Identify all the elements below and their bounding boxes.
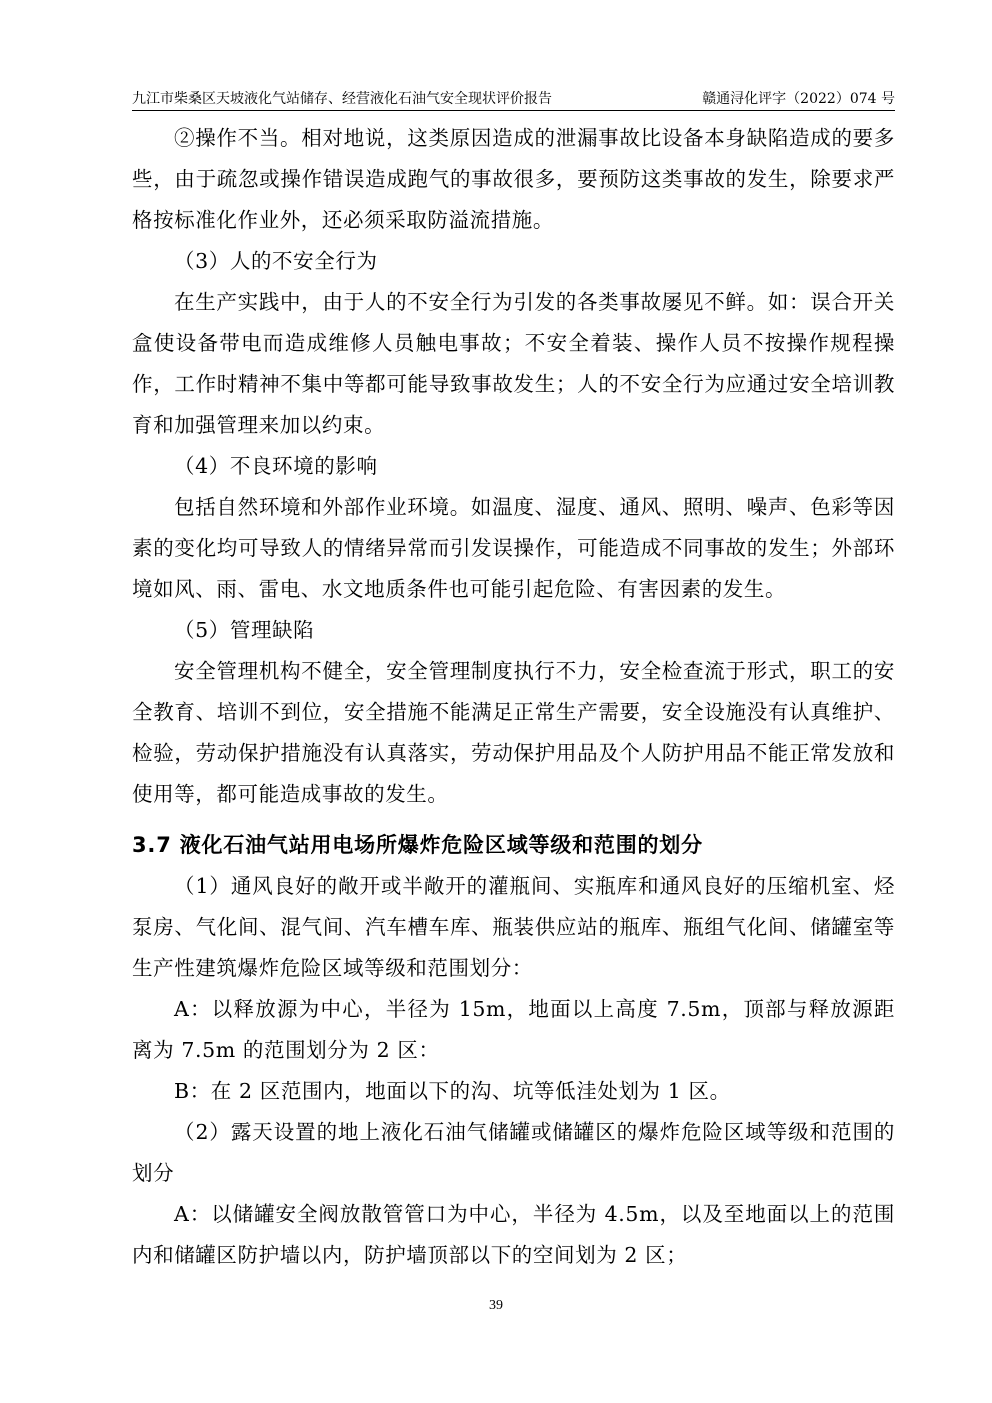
paragraph-unsafe-behavior: 在生产实践中，由于人的不安全行为引发的各类事故屡见不鲜。如：误合开关盒使设备带电而造成维修人员触电事故；不安全着装、操作人员不按操作规程操作，工作时精神不集中等都可能导致事故发生；人的不安全行为应通过安全培训教育和加强管理来加以约束。: [132, 290, 895, 437]
subheading-bad-environment: （4）不良环境的影响: [174, 454, 378, 478]
paragraph-tank-safety-valve: A：以储罐安全阀放散管管口为中心，半径为 4.5m，以及至地面以上的范围内和储罐区防护墙以内，防护墙顶部以下的空间划为 2 区；: [132, 1202, 895, 1267]
page-number: 39: [489, 1298, 503, 1313]
header-report-number: 赣通浔化评字（2022）074 号: [702, 91, 895, 107]
paragraph-zone-b-low-areas: B：在 2 区范围内，地面以下的沟、坑等低洼处划为 1 区。: [174, 1079, 731, 1103]
paragraph-management-defects: 安全管理机构不健全，安全管理制度执行不力，安全检查流于形式，职工的安全教育、培训不到位，安全措施不能满足正常生产需要，安全设施没有认真维护、检验，劳动保护措施没有认真落实，劳动保护用品及个人防护用品不能正常发放和使用等，都可能造成事故的发生。: [132, 659, 895, 806]
header-report-title: 九江市柴桑区天坡液化气站储存、经营液化石油气安全现状评价报告: [132, 91, 552, 107]
subheading-unsafe-behavior: （3）人的不安全行为: [174, 249, 378, 273]
paragraph-ventilated-buildings: （1）通风良好的敞开或半敞开的灌瓶间、实瓶库和通风良好的压缩机室、烃泵房、气化间、混气间、汽车槽车库、瓶装供应站的瓶库、瓶组气化间、储罐室等生产性建筑爆炸危险区域等级和范围划分：: [132, 874, 895, 980]
paragraph-zone-a-release-source: A：以释放源为中心，半径为 15m，地面以上高度 7.5m，顶部与释放源距离为 7.5m 的范围划分为 2 区：: [132, 997, 895, 1062]
paragraph-operation-error: ②操作不当。相对地说，这类原因造成的泄漏事故比设备本身缺陷造成的要多些，由于疏忽或操作错误造成跑气的事故很多，要预防这类事故的发生，除要求严格按标准化作业外，还必须采取防溢流措施。: [132, 126, 895, 232]
section-heading-3-7: 3.7 液化石油气站用电场所爆炸危险区域等级和范围的划分: [132, 833, 703, 857]
document-body: [132, 118, 895, 1276]
subheading-management-defects: （5）管理缺陷: [174, 618, 315, 642]
page-header: [132, 86, 895, 111]
paragraph-outdoor-tanks: （2）露天设置的地上液化石油气储罐或储罐区的爆炸危险区域等级和范围的划分: [132, 1120, 895, 1185]
paragraph-bad-environment: 包括自然环境和外部作业环境。如温度、湿度、通风、照明、噪声、色彩等因素的变化均可导致人的情绪异常而引发误操作，可能造成不同事故的发生；外部环境如风、雨、雷电、水文地质条件也可能引起危险、有害因素的发生。: [132, 495, 895, 601]
